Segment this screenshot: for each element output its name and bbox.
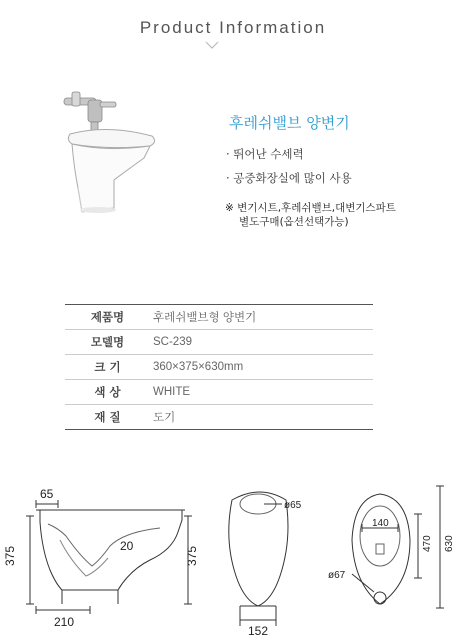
spec-label: 모델명 [65, 330, 150, 355]
dim-label: 375 [185, 545, 199, 566]
chevron-down-icon [205, 40, 219, 50]
dim-label: 152 [248, 624, 269, 637]
table-row [65, 380, 373, 405]
dim-label: ø67 [328, 570, 346, 581]
table-row [65, 355, 373, 380]
table-row [65, 305, 373, 330]
spec-value: 도기 [150, 405, 373, 430]
note-line: 별도구매(옵션선택가능) [239, 216, 349, 228]
dim-label: 210 [54, 615, 75, 629]
product-title: 후레쉬밸브 양변기 [229, 114, 350, 132]
table-row [65, 330, 373, 355]
spec-table [65, 304, 373, 430]
dim-label: 470 [422, 535, 433, 552]
dim-label: 140 [372, 518, 389, 529]
dim-label: 65 [40, 487, 54, 501]
spec-label: 색 상 [65, 380, 150, 405]
spec-value: 후레쉬밸브형 양변기 [150, 305, 373, 330]
section-heading: Product Information [139, 18, 327, 37]
feature-list [226, 146, 352, 194]
product-image [52, 88, 172, 218]
spec-label: 재 질 [65, 405, 150, 430]
side-view-drawing [26, 500, 192, 614]
dim-label: 20 [120, 539, 134, 553]
dim-label: ø65 [284, 500, 302, 511]
dimension-drawings [0, 480, 466, 637]
feature-item: · 뛰어난 수세력 [226, 147, 304, 161]
dim-label: 630 [444, 535, 455, 552]
spec-label: 제품명 [65, 305, 150, 330]
spec-label: 크 기 [65, 355, 150, 380]
spec-value: WHITE [150, 380, 373, 405]
option-note [225, 201, 396, 229]
spec-value: 360×375×630mm [150, 355, 373, 380]
front-view-drawing [229, 492, 288, 626]
note-line: ※ 변기시트,후레쉬밸브,대변기스파트 [225, 202, 396, 214]
spec-value: SC-239 [150, 330, 373, 355]
feature-item: · 공중화장실에 많이 사용 [226, 171, 352, 185]
dim-label: 375 [3, 545, 17, 566]
table-row [65, 405, 373, 430]
